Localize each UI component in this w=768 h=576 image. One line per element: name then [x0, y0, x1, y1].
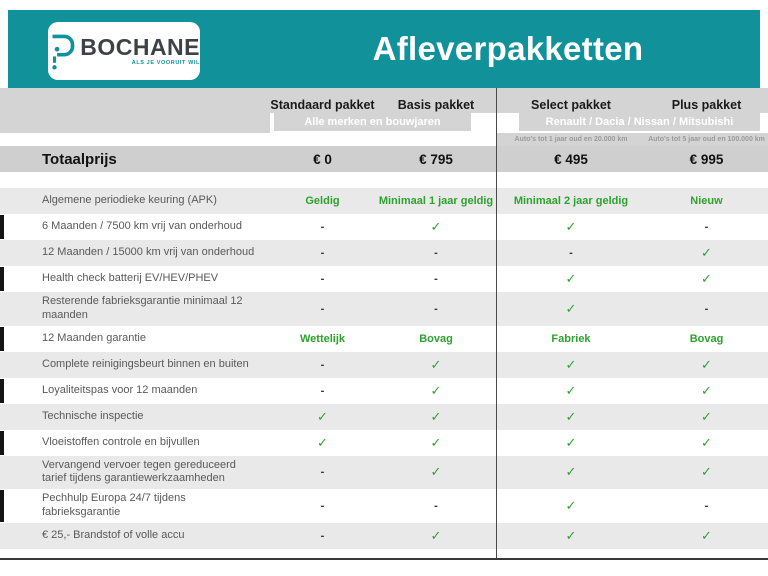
feature-label: Health check batterij EV/HEV/PHEV [42, 272, 219, 285]
value-select: ✓ [565, 219, 577, 234]
feature-label: Vloeistoffen controle en bijvullen [42, 435, 200, 448]
value-basis: ✓ [430, 464, 442, 480]
value-select: ✓ [565, 434, 577, 450]
feature-label: 6 Maanden / 7500 km vrij van onderhoud [42, 220, 242, 233]
value-basis: - [434, 499, 438, 512]
value-basis: - [434, 273, 438, 285]
value-plus: ✓ [701, 245, 712, 260]
badge-alle-merken: Alle merken en bouwjaren [274, 113, 471, 131]
value-standaard: - [320, 358, 325, 371]
value-standaard: - [320, 273, 325, 285]
value-plus: ✓ [701, 356, 712, 372]
table-row [0, 266, 768, 292]
column-header-plus: Plus pakket [645, 88, 768, 113]
value-plus: Bovag [689, 332, 724, 345]
value-standaard: - [320, 466, 325, 479]
total-price-label: Totaalprijs [0, 146, 270, 172]
value-select: ✓ [565, 356, 577, 372]
value-plus: ✓ [701, 464, 712, 480]
feature-label: 12 Maanden / 15000 km vrij van onderhoud [42, 246, 255, 259]
value-standaard: - [320, 302, 325, 315]
value-standaard: - [320, 529, 325, 542]
value-standaard: - [320, 247, 325, 259]
group-badges [0, 113, 768, 133]
value-select: ✓ [565, 382, 577, 398]
value-select: ✓ [565, 497, 577, 513]
column-headers [0, 88, 768, 113]
value-basis: ✓ [430, 434, 442, 450]
table-row [0, 523, 768, 549]
feature-label: € 25,- Brandstof of volle accu [42, 528, 185, 541]
value-plus: Nieuw [690, 195, 723, 207]
feature-label: Pechhulp Europa 24/7 tijdens fabrieksgarantie [42, 492, 186, 518]
value-plus: - [704, 302, 709, 315]
logo-text [80, 33, 200, 67]
table-row [0, 489, 768, 523]
value-select: ✓ [565, 527, 577, 543]
table-bottom-border [0, 558, 768, 560]
value-basis: ✓ [430, 382, 442, 398]
value-standaard: - [320, 384, 325, 397]
note-spacer [0, 133, 270, 146]
total-price-row [0, 146, 768, 172]
note-plus: Auto's tot 5 jaar oud en 100.000 km [645, 133, 768, 146]
feature-label: Resterende fabrieksgarantie minimaal 12 maanden [42, 295, 243, 321]
table-row [0, 430, 768, 456]
bochane-logo-icon [48, 29, 75, 73]
table-row [0, 214, 768, 240]
brand-name: BOCHANE [80, 33, 200, 60]
value-select: Fabriek [551, 332, 591, 345]
bochane-logo [48, 22, 200, 80]
brand-tagline: ALS JE VOORUIT WIL [131, 59, 200, 66]
value-select: Minimaal 2 jaar geldig [513, 195, 629, 207]
table-row [0, 188, 768, 214]
value-plus: - [704, 499, 709, 512]
value-plus: ✓ [701, 408, 712, 424]
value-plus: ✓ [701, 527, 712, 543]
value-basis: Minimaal 1 jaar geldig [378, 195, 494, 207]
value-plus: - [704, 221, 709, 233]
table-row [0, 240, 768, 266]
table-row [0, 292, 768, 326]
header-spacer [0, 88, 270, 113]
price-select: € 495 [497, 146, 645, 172]
table-row [0, 326, 768, 352]
value-select: - [569, 247, 573, 259]
column-header-standaard: Standaard pakket [270, 88, 375, 113]
price-basis: € 795 [375, 146, 497, 172]
feature-label: Vervangend vervoer tegen gereduceerd tarief tijdens garantiewerkzaamheden [42, 458, 236, 485]
value-basis: ✓ [430, 527, 442, 543]
table-row [0, 378, 768, 404]
value-select: ✓ [565, 300, 577, 316]
value-standaard: ✓ [317, 408, 328, 424]
table-row [0, 404, 768, 430]
column-header-select: Select pakket [497, 88, 645, 113]
table-row [0, 456, 768, 490]
value-basis: ✓ [430, 356, 442, 372]
value-plus: ✓ [701, 382, 712, 398]
value-standaard: ✓ [317, 434, 328, 450]
badge-spacer [0, 113, 270, 133]
column-notes [0, 133, 768, 146]
value-select: ✓ [565, 464, 577, 480]
column-header-basis: Basis pakket [375, 88, 497, 113]
value-select: ✓ [565, 271, 577, 286]
header-banner [8, 10, 760, 88]
feature-label: Loyaliteitspas voor 12 maanden [42, 383, 198, 396]
feature-label: Complete reinigingsbeurt binnen en buiten [42, 357, 249, 370]
note-basis [375, 133, 497, 146]
value-basis: - [434, 302, 438, 315]
price-plus: € 995 [645, 146, 768, 172]
page-title: Afleverpakketten [372, 30, 644, 67]
feature-table [0, 188, 768, 549]
title-wrap [200, 10, 760, 88]
value-standaard: - [320, 221, 325, 233]
badge-merken-lijst: Renault / Dacia / Nissan / Mitsubishi [519, 113, 760, 131]
value-standaard: Wettelijk [299, 332, 346, 345]
note-select: Auto's tot 1 jaar oud en 20.000 km [497, 133, 645, 146]
value-standaard: Geldig [305, 195, 340, 207]
value-basis: - [434, 247, 438, 259]
value-basis: Bovag [419, 332, 453, 345]
column-divider-line [496, 88, 497, 558]
value-plus: ✓ [701, 271, 712, 286]
value-select: ✓ [565, 408, 577, 424]
feature-label: Technische inspectie [42, 409, 144, 422]
value-standaard: - [320, 499, 325, 512]
feature-label: 12 Maanden garantie [42, 331, 146, 344]
table-row [0, 352, 768, 378]
price-standaard: € 0 [270, 146, 375, 172]
value-basis: ✓ [430, 219, 442, 234]
value-plus: ✓ [701, 434, 712, 450]
note-standaard [270, 133, 375, 146]
feature-label: Algemene periodieke keuring (APK) [42, 194, 217, 207]
value-basis: ✓ [430, 408, 442, 424]
